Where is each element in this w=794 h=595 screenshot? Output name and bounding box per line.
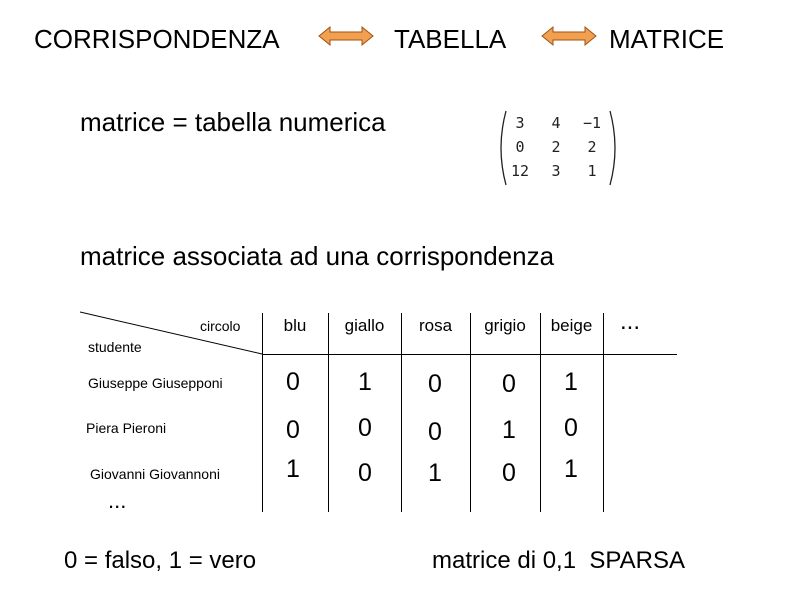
column-header: beige (550, 316, 593, 335)
table-cell: 0 (428, 370, 442, 398)
table-cell: 0 (502, 459, 516, 487)
table-cell: 0 (564, 414, 578, 442)
corner-label-circolo: circolo (200, 318, 241, 334)
table-cell: 1 (358, 368, 372, 396)
table-col-divider (328, 313, 329, 512)
row-label: Giovanni Giovannoni (90, 466, 220, 482)
table-col-divider (401, 313, 402, 512)
header-corrispondenza: CORRISPONDENZA (34, 24, 280, 54)
header-matrice: MATRICE (609, 24, 725, 54)
header-tabella: TABELLA (394, 24, 507, 54)
table-col-divider (603, 313, 604, 512)
section-title: matrice associata ad una corrispondenza (80, 241, 555, 271)
table-cell: 1 (564, 368, 578, 396)
legend-boolean: 0 = falso, 1 = vero (64, 547, 257, 574)
table-cell: 0 (286, 368, 300, 396)
column-header: giallo (344, 316, 385, 335)
table-cell: 1 (564, 455, 578, 483)
table-cell: 1 (286, 455, 300, 483)
table-cell: 0 (502, 370, 516, 398)
matrix-cell: 3 (515, 114, 525, 132)
row-label: Piera Pieroni (86, 420, 167, 436)
more-rows-ellipsis: ... (108, 488, 127, 513)
matrix-cell: 2 (587, 138, 597, 156)
table-cell: 1 (428, 459, 442, 487)
table-cell: 0 (358, 414, 372, 442)
row-label: Giuseppe Giusepponi (88, 375, 223, 391)
more-columns-ellipsis: ... (620, 308, 641, 335)
example-matrix (494, 108, 622, 188)
matrix-cell: 4 (551, 114, 561, 132)
table-cell: 1 (502, 416, 516, 444)
table-cell: 0 (358, 459, 372, 487)
sparse-matrix-note: matrice di 0,1 SPARSA (432, 547, 685, 574)
column-header: blu (283, 316, 307, 335)
table-col-divider (262, 313, 263, 512)
table-cell: 0 (286, 416, 300, 444)
table-col-divider (540, 313, 541, 512)
matrix-cell: 12 (510, 162, 530, 180)
matrix-definition: matrice = tabella numerica (80, 107, 386, 137)
matrix-cell: 0 (515, 138, 525, 156)
matrix-cell: −1 (582, 114, 602, 132)
double-arrow-icon (318, 25, 374, 47)
column-header: rosa (418, 316, 453, 335)
corner-label-studente: studente (88, 339, 142, 355)
double-arrow-icon (541, 25, 597, 47)
table-cell: 0 (428, 418, 442, 446)
matrix-cell: 2 (551, 138, 561, 156)
column-header: grigio (484, 316, 526, 335)
matrix-cell: 3 (551, 162, 561, 180)
matrix-cell: 1 (587, 162, 597, 180)
table-col-divider (470, 313, 471, 512)
